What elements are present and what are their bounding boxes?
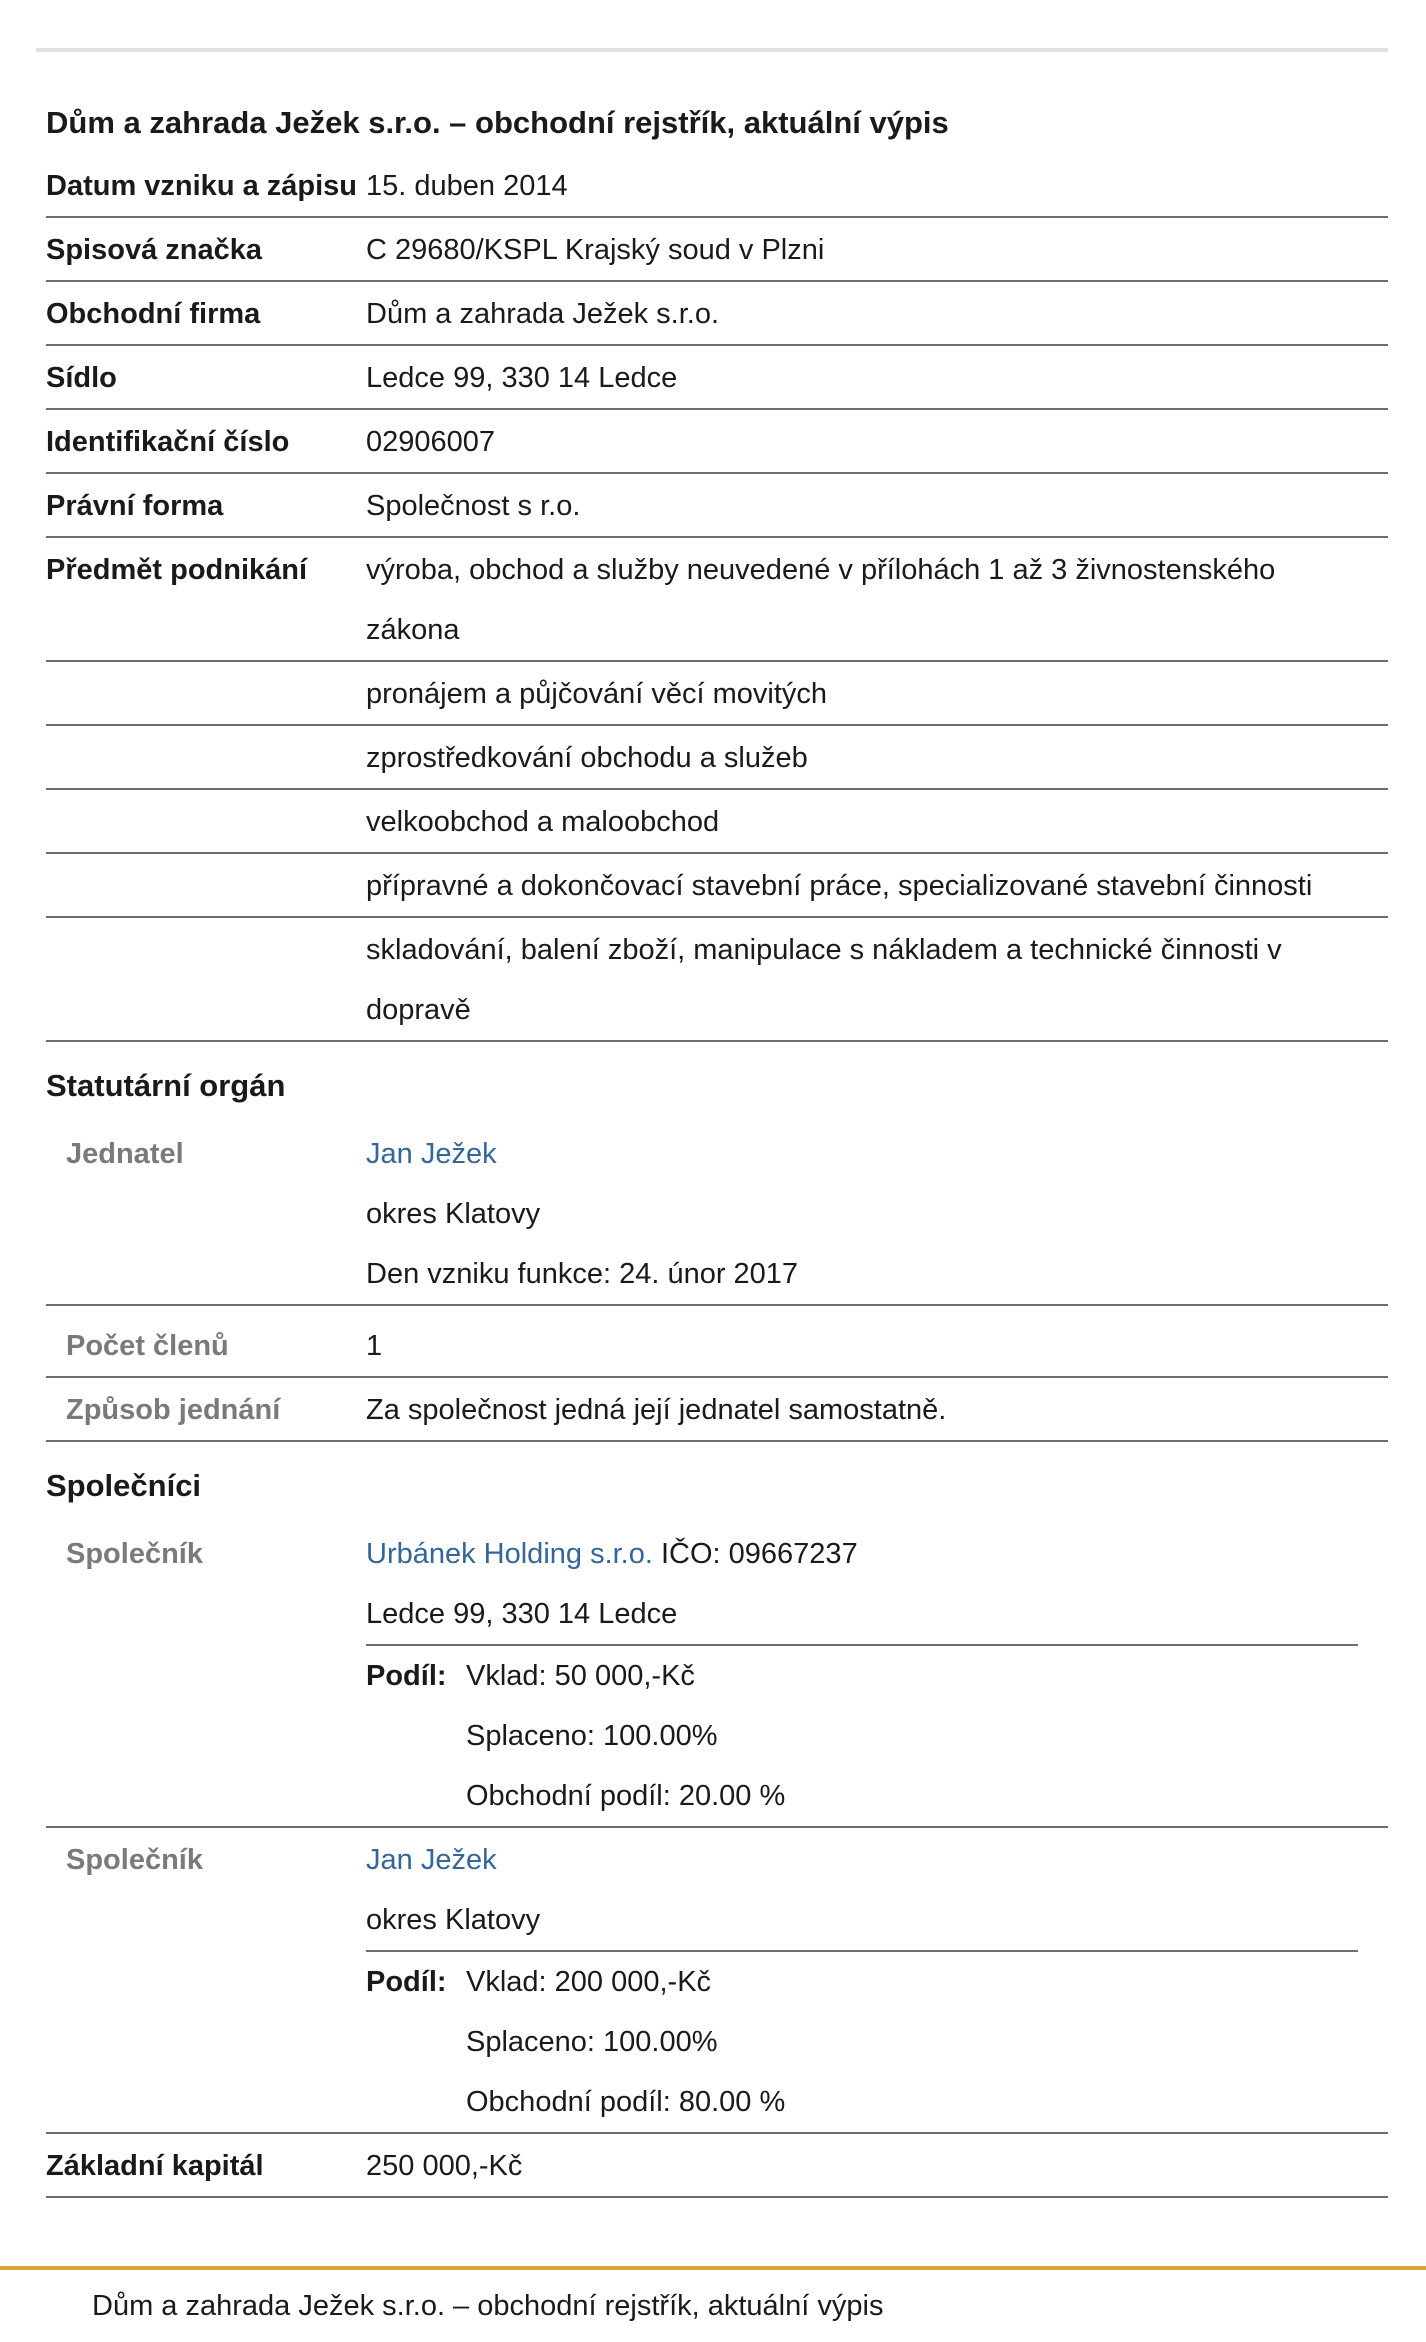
row-label-empty [46, 726, 366, 788]
section-statutarni-organ: Statutární orgán [46, 1068, 286, 1103]
page-title: Dům a zahrada Ježek s.r.o. – obchodní rejstřík, aktuální výpis [46, 105, 949, 140]
row-value: Ledce 99, 330 14 Ledce [366, 362, 678, 394]
row-value: 02906007 [366, 426, 496, 458]
row-label: Společník [66, 1538, 203, 1570]
row-zpusob-jednani [46, 1378, 1388, 1442]
footer [0, 2266, 1426, 2342]
row-label: Počet členů [66, 1330, 229, 1362]
row-label: Spisová značka [46, 234, 262, 266]
spolecnik-detail [366, 1828, 1388, 2132]
row-jednatel [46, 1122, 1388, 1306]
predmet-item: pronájem a půjčování věcí movitých [366, 678, 827, 710]
row-sidlo [46, 346, 1388, 410]
section-spolecnici: Společníci [46, 1468, 202, 1503]
row-label-empty [46, 918, 366, 1040]
podil-splaceno: Splaceno: 100.00% [466, 1720, 718, 1752]
spolecnik-detail [366, 1522, 1388, 1826]
row-label: Právní forma [46, 490, 224, 522]
row-pocet-clenu [46, 1314, 1388, 1378]
podil-splaceno: Splaceno: 100.00% [466, 2026, 718, 2058]
row-obchodni-firma [46, 282, 1388, 346]
row-value: Za společnost jedná její jednatel samostatně. [366, 1394, 947, 1426]
podil-obchodni: Obchodní podíl: 20.00 % [466, 1780, 786, 1812]
spolecnik-address: Ledce 99, 330 14 Ledce [366, 1598, 678, 1630]
row-predmet-item [46, 662, 1388, 726]
row-spolecnik [46, 1522, 1388, 1828]
predmet-item: zprostředkování obchodu a služeb [366, 742, 808, 774]
row-label-empty [46, 662, 366, 724]
registry-panel [36, 48, 1388, 2198]
row-ico [46, 410, 1388, 474]
predmet-item: přípravné a dokončovací stavební práce, specializované stavební činnosti [366, 870, 1313, 902]
row-label: Společník [66, 1844, 203, 1876]
row-label-empty [46, 790, 366, 852]
row-label: Datum vzniku a zápisu [46, 170, 358, 202]
footer-text: Dům a zahrada Ježek s.r.o. – obchodní rejstřík, aktuální výpis [92, 2290, 884, 2322]
row-label-empty [46, 854, 366, 916]
row-spolecnik [46, 1828, 1388, 2134]
spolecnik-address: okres Klatovy [366, 1904, 541, 1936]
spolecnik-ico: IČO: 09667237 [652, 1538, 858, 1570]
spolecnik-link[interactable]: Jan Ježek [366, 1844, 497, 1876]
jednatel-link[interactable]: Jan Ježek [366, 1138, 497, 1170]
row-label: Jednatel [66, 1138, 184, 1170]
row-value: 1 [366, 1330, 383, 1362]
row-predmet-item [46, 854, 1388, 918]
row-predmet-podnikani [46, 538, 1388, 662]
podil-block [366, 1950, 1358, 2132]
row-label: Způsob jednání [66, 1394, 281, 1426]
predmet-item: výroba, obchod a služby neuvedené v přílohách 1 až 3 živnostenského zákona [366, 554, 1276, 646]
podil-label: Podíl: [366, 1966, 447, 1998]
jednatel-funkce: Den vzniku funkce: 24. únor 2017 [366, 1258, 799, 1290]
jednatel-detail [366, 1122, 1388, 1304]
podil-label: Podíl: [366, 1660, 447, 1692]
podil-vklad: Vklad: 50 000,-Kč [466, 1660, 695, 1692]
row-predmet-item [46, 918, 1388, 1042]
row-label: Identifikační číslo [46, 426, 290, 458]
row-value: 250 000,-Kč [366, 2150, 523, 2182]
row-label: Sídlo [46, 362, 117, 394]
podil-block [366, 1644, 1358, 1826]
jednatel-okres: okres Klatovy [366, 1198, 541, 1230]
row-value: C 29680/KSPL Krajský soud v Plzni [366, 234, 825, 266]
row-value: Společnost s r.o. [366, 490, 581, 522]
podil-obchodni: Obchodní podíl: 80.00 % [466, 2086, 786, 2118]
row-label: Základní kapitál [46, 2150, 264, 2182]
predmet-item: skladování, balení zboží, manipulace s nákladem a technické činnosti v dopravě [366, 934, 1282, 1026]
row-value: 15. duben 2014 [366, 170, 568, 202]
row-value: Dům a zahrada Ježek s.r.o. [366, 298, 719, 330]
podil-vklad: Vklad: 200 000,-Kč [466, 1966, 712, 1998]
spolecnik-link[interactable]: Urbánek Holding s.r.o. [366, 1538, 653, 1570]
predmet-item: velkoobchod a maloobchod [366, 806, 720, 838]
row-spisova-znacka [46, 218, 1388, 282]
row-pravni-forma [46, 474, 1388, 538]
row-predmet-item [46, 726, 1388, 790]
row-predmet-item [46, 790, 1388, 854]
row-label: Obchodní firma [46, 298, 261, 330]
row-label: Předmět podnikání [46, 554, 308, 586]
row-zakladni-kapital [46, 2134, 1388, 2198]
row-datum-vzniku [46, 154, 1388, 218]
